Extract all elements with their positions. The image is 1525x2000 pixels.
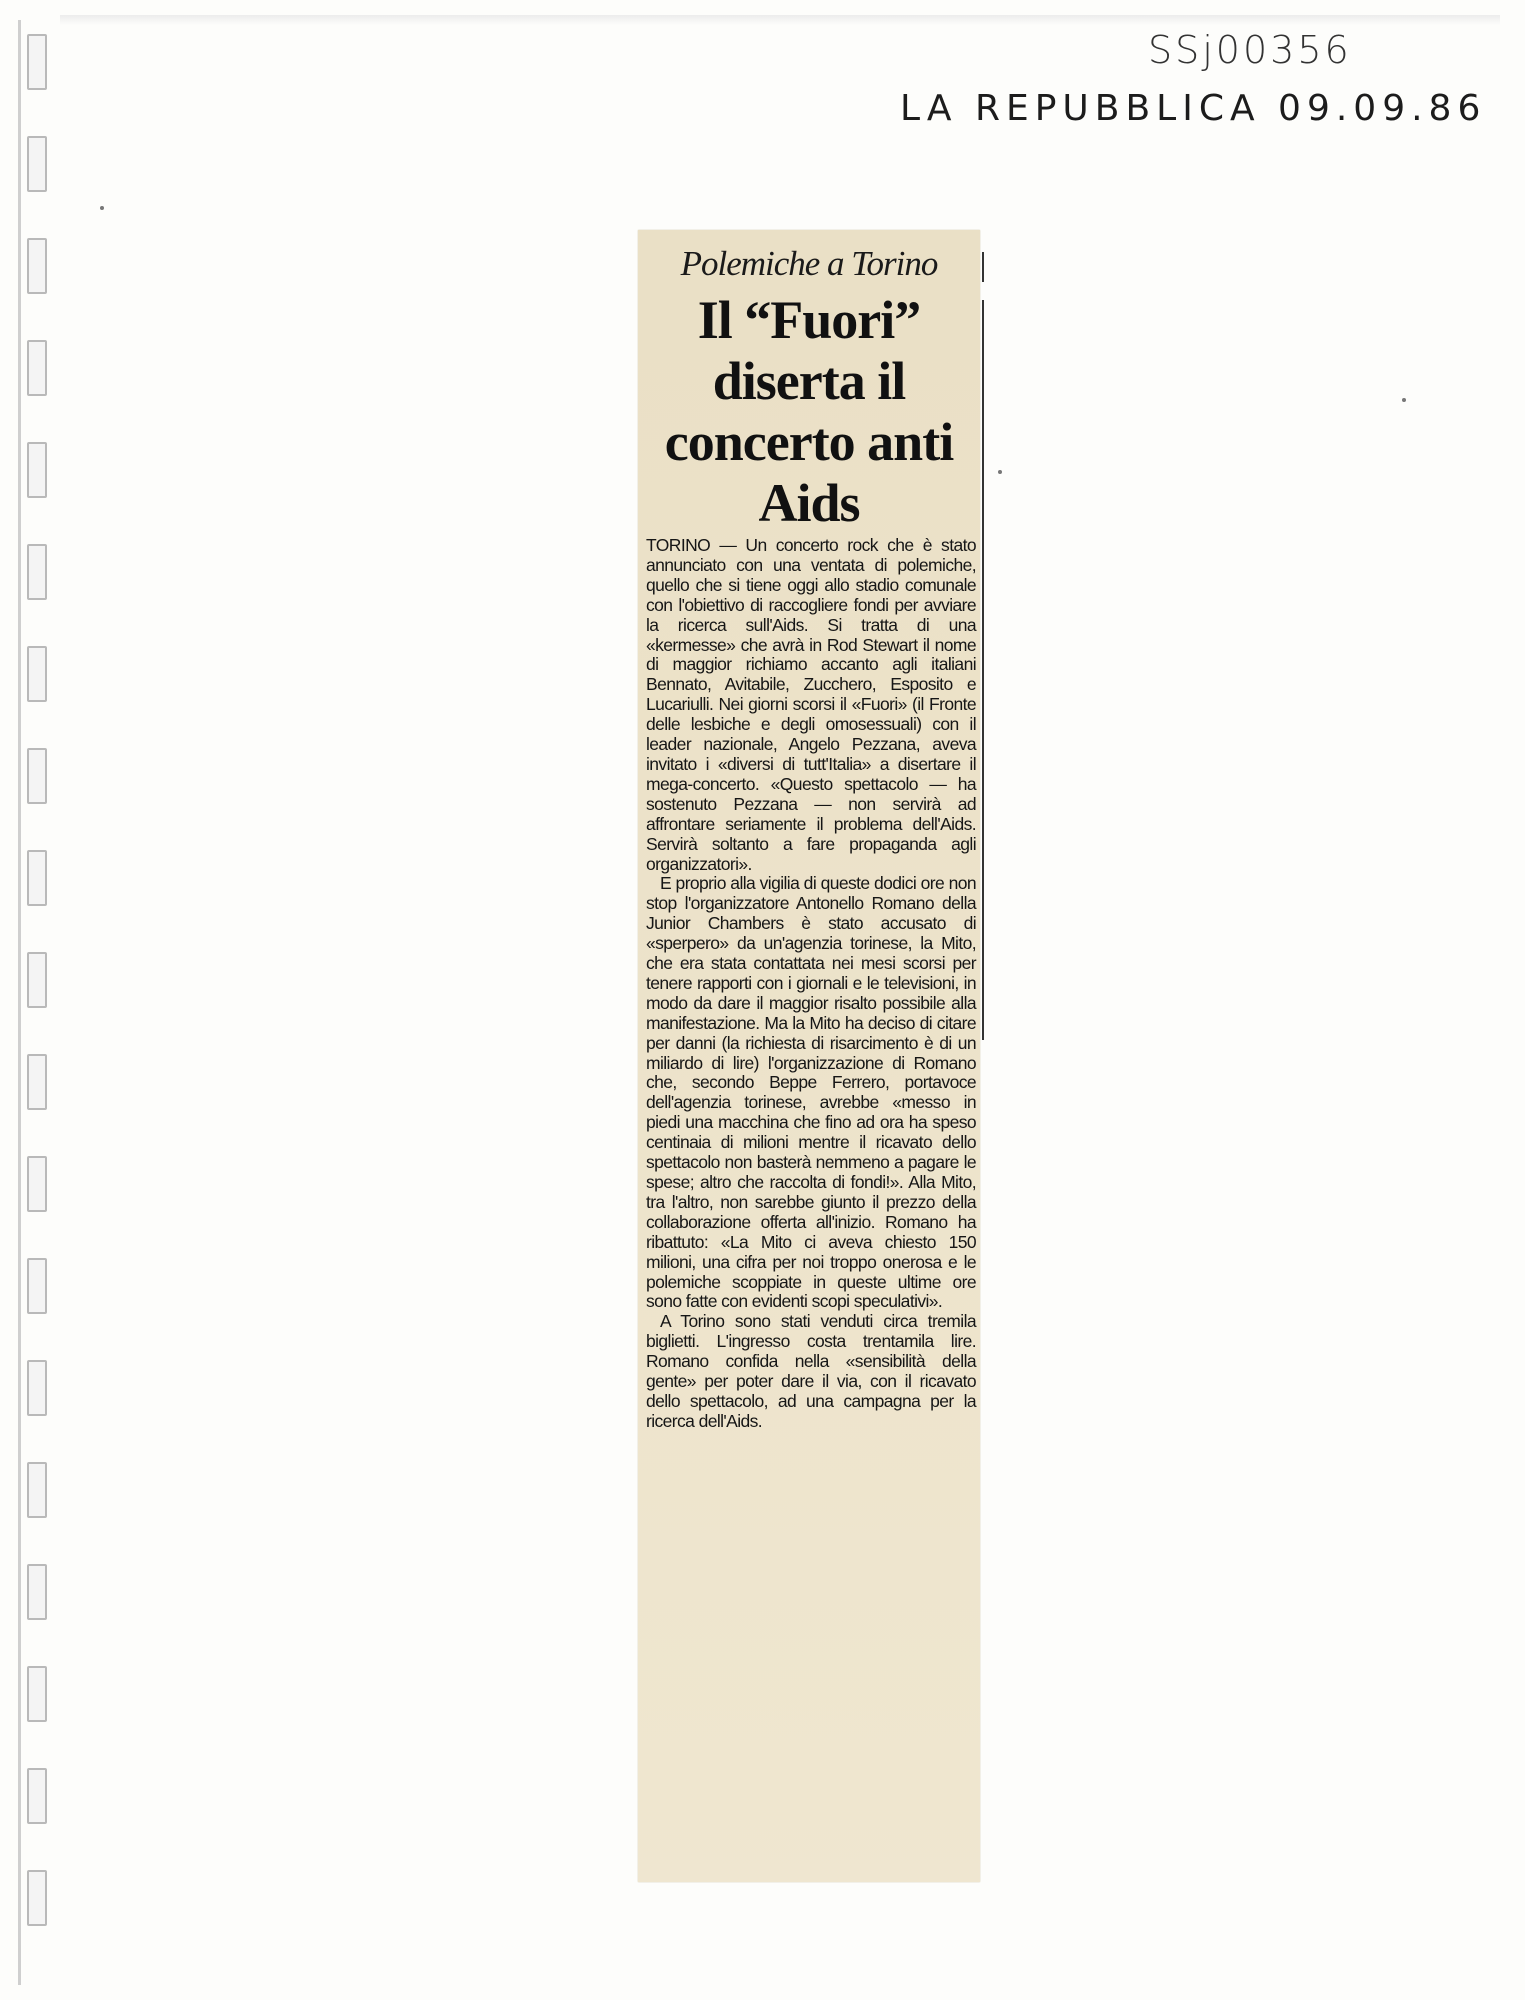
scan-speck (998, 470, 1002, 474)
binder-hole (27, 1462, 47, 1518)
binder-hole (27, 646, 47, 702)
binder-hole (27, 1564, 47, 1620)
scan-top-edge (60, 15, 1500, 25)
binder-hole (27, 1258, 47, 1314)
column-rule (982, 300, 984, 1040)
binder-hole (27, 544, 47, 600)
article-paragraph: TORINO — Un concerto rock che è stato annunciato con una ventata di polemiche, quello che si tiene oggi allo stadio comunale con l'obiettivo di raccogliere fondi per avviare la ricerca sull'Aids. Si tratta di una «kermesse» che avrà in Rod Stewart il nome di maggior richiamo accanto agli italiani Bennato, Avitabile, Zucchero, Esposito e Lucariulli. Nei giorni scorsi il «Fuori» (il Fronte delle lesbiche e degli omosessuali) con il leader nazionale, Angelo Pezzana, aveva invitato i «diversi di tutt'Italia» a disertare il mega-concerto. «Questo spettacolo — ha sostenuto Pezzana — non servirà ad affrontare seriamente il problema dell'Aids. Servirà soltanto a fare propaganda agli organizzatori». (646, 535, 976, 874)
binder-hole (27, 1360, 47, 1416)
binder-hole (27, 34, 47, 90)
article-kicker: Polemiche a Torino (680, 244, 938, 283)
article-paragraph: A Torino sono stati venduti circa tremila biglietti. L'ingresso costa trentamila lire. Romano confida nella «sensibilità della gente» per poter dare il via, con il ricavato dello spettacolo, ad una campagna per la ricerca dell'Aids. (646, 1311, 976, 1431)
binder-hole (27, 952, 47, 1008)
scan-speck (1402, 398, 1406, 402)
binder-hole (27, 1768, 47, 1824)
scan-speck (100, 206, 104, 210)
binder-hole (27, 442, 47, 498)
binder-hole (27, 1870, 47, 1926)
binder-hole (27, 136, 47, 192)
binder-hole (27, 1666, 47, 1722)
newspaper-clipping (638, 230, 980, 1882)
binder-hole (27, 748, 47, 804)
article-paragraph: E proprio alla vigilia di queste dodici ore non stop l'organizzatore Antonello Romano della Junior Chambers è stato accusato di «sperpero» da un'agenzia torinese, la Mito, che era stata contattata nei mesi scorsi per tenere rapporti con i giornali e le televisioni, in modo da dare il maggior risalto possibile alla manifestazione. Ma la Mito ha deciso di citare per danni (la richiesta di risarcimento è di un miliardo di lire) l'organizzazione di Romano che, secondo Beppe Ferrero, portavoce dell'agenzia torinese, avrebbe «messo in piedi una macchina che fino ad ora ha speso centinaia di milioni mentre il ricavato dello spettacolo non basterà nemmeno a pagare le spese; altro che raccolta di fondi!». Alla Mito, tra l'altro, non sarebbe giunto il prezzo della collaborazione offerta all'inizio. Romano ha ribattuto: «La Mito ci aveva chiesto 150 milioni, una cifra per noi troppo onerosa e le polemiche scoppiate in queste ultime ore sono fatte con evidenti scopi speculativi». (646, 873, 976, 1312)
binder-strip (18, 20, 73, 1985)
binder-hole (27, 850, 47, 906)
binder-hole (27, 1054, 47, 1110)
binder-hole (27, 1156, 47, 1212)
binder-hole (27, 238, 47, 294)
archive-code: SSj00356 (1148, 28, 1352, 72)
source-line: LA REPUBBLICA 09.09.86 (900, 88, 1487, 129)
column-rule (982, 252, 984, 282)
binder-hole (27, 340, 47, 396)
article-body (646, 536, 976, 1432)
article-headline: Il “Fuori” diserta il concerto anti Aids (664, 290, 954, 533)
